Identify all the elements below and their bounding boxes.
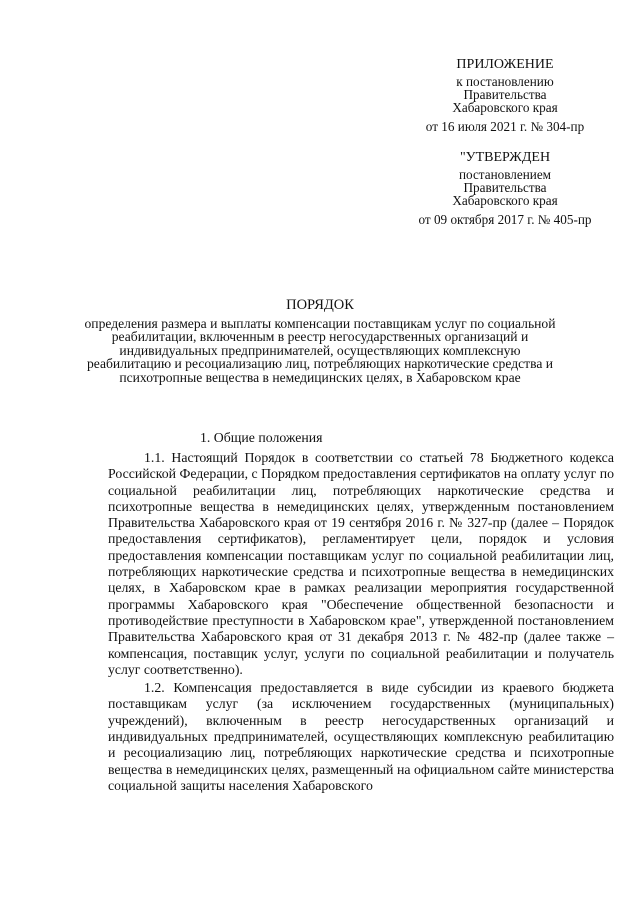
appendix-line: к постановлению: [456, 74, 554, 89]
approved-line: Правительства: [463, 180, 547, 195]
section-heading: 1. Общие положения: [200, 430, 323, 445]
paragraph: 1.1. Настоящий Порядок в соответствии со статьей 78 Бюджетного кодекса Российской Федерации, с Порядком предоставления сертификатов на оплату услуг по социальной реабилитации лиц, потребляющих наркотические средства и психотропные вещества в немедицинских целях, утвержденным постановлением Правительства Хабаровского края от 19 сентября 2016 г. № 327-пр (далее – Порядок предоставления сертификатов), регламентирует цели, порядок и условия предоставления компенсации поставщикам услуг по социальной реабилитации лиц, потребляющих наркотические средства и психотропные вещества в немедицинских целях, в Хабаровском крае в рамках реализации мероприятия государственной программы Хабаровского края "Обеспечение общественной безопасности и противодействие преступности в Хабаровском крае", утвержденной постановлением Правительства Хабаровского края от 31 декабря 2013 г. № 482-пр (далее также – компенсация, поставщик услуг, услуги по социальной реабилитации и получатель услуг соответственно).: [108, 450, 614, 677]
appendix-heading: ПРИЛОЖЕНИЕ: [456, 57, 554, 72]
appendix-line: Хабаровского края: [452, 100, 558, 115]
document-title: ПОРЯДОК: [286, 297, 354, 313]
appendix-date: от 16 июля 2021 г. № 304-пр: [425, 119, 585, 134]
approved-heading: "УТВЕРЖДЕН: [459, 150, 551, 165]
approved-line: Хабаровского края: [452, 193, 558, 208]
paragraph: 1.2. Компенсация предоставляется в виде субсидии из краевого бюджета поставщикам услуг (за исключением государственных (муниципальных) учреждений), включенным в реестр негосударственных организаций и индивидуальных предпринимателей, осуществляющих комплексную реабилитацию и ресоциализацию лиц, потребляющих наркотические средства и психотропные вещества в немедицинских целях, размещенный на официальном сайте министерства социальной защиты населения Хабаровского: [108, 680, 614, 793]
document-subtitle: определения размера и выплаты компенсации поставщикам услуг по социальной реабилитации, включенным в реестр негосударственных организаций и индивидуальных предпринимателей, осуществляющих комплексную реабилитацию и ресоциализацию лиц, потребляющих наркотические средства и психотропные вещества в немедицинских целях, в Хабаровском крае: [84, 316, 556, 385]
appendix-block: [395, 58, 615, 133]
appendix-line: Правительства: [463, 87, 547, 102]
approved-block: [395, 151, 615, 226]
approved-date: от 09 октября 2017 г. № 405-пр: [418, 212, 592, 227]
approved-line: постановлением: [458, 167, 552, 182]
section-body: [108, 450, 614, 796]
